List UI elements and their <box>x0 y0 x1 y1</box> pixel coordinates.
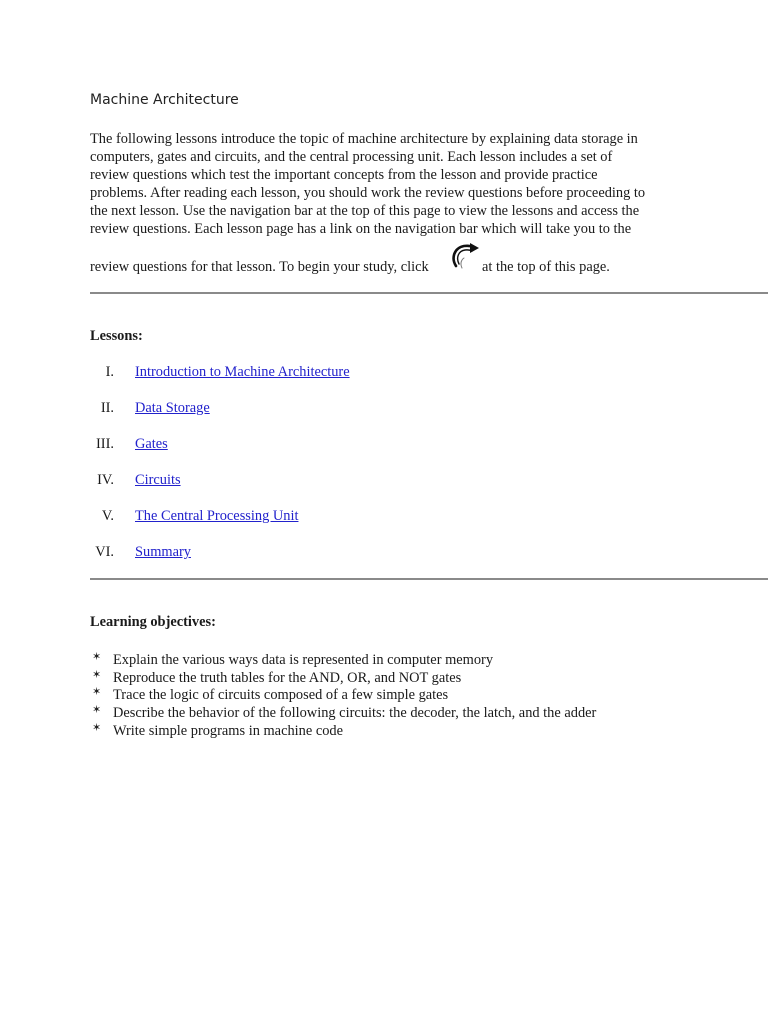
intro-line-5: the next lesson. Use the navigation bar at the top of this page to view the lessons and access the <box>90 203 640 219</box>
lesson-numeral: III. <box>96 436 114 452</box>
objective-text: Write simple programs in machine code <box>113 723 343 739</box>
intro-line-4: problems. After reading each lesson, you should work the review questions before proceeding to <box>90 185 646 201</box>
lesson-link-gates[interactable]: Gates <box>135 436 168 452</box>
lesson-link-summary[interactable]: Summary <box>135 544 191 560</box>
objective-text: Describe the behavior of the following circuits: the decoder, the latch, and the adder <box>113 705 597 721</box>
intro-line-3: review questions which test the important concepts from the lesson and provide practice <box>90 167 598 183</box>
objective-text: Trace the logic of circuits composed of a few simple gates <box>113 687 449 703</box>
lessons-heading: Lessons: <box>90 328 143 344</box>
objective-text: Reproduce the truth tables for the AND, OR, and NOT gates <box>113 670 462 686</box>
curved-forward-arrow-icon[interactable] <box>450 242 480 270</box>
star-bullet-icon: ✶ <box>92 686 102 698</box>
section-divider-2 <box>90 578 768 580</box>
star-bullet-icon: ✶ <box>92 669 102 681</box>
star-bullet-icon: ✶ <box>92 722 102 734</box>
lesson-link-introduction[interactable]: Introduction to Machine Architecture <box>135 364 350 380</box>
lesson-numeral: V. <box>101 508 114 524</box>
page-title: Machine Architecture <box>90 92 239 108</box>
intro-line-7-end: at the top of this page. <box>482 259 610 275</box>
lesson-numeral: IV. <box>97 472 114 488</box>
section-divider-1 <box>90 292 768 294</box>
intro-line-1: The following lessons introduce the topic of machine architecture by explaining data storage in <box>90 131 638 147</box>
lesson-link-circuits[interactable]: Circuits <box>135 472 181 488</box>
lesson-numeral: I. <box>105 364 114 380</box>
intro-line-6: review questions. Each lesson page has a link on the navigation bar which will take you to the <box>90 221 632 237</box>
star-bullet-icon: ✶ <box>92 651 102 663</box>
star-bullet-icon: ✶ <box>92 704 102 716</box>
lesson-numeral: VI. <box>95 544 114 560</box>
lesson-numeral: II. <box>100 400 114 416</box>
intro-line-7-start: review questions for that lesson. To begin your study, click <box>90 259 429 275</box>
lesson-link-cpu[interactable]: The Central Processing Unit <box>135 508 299 524</box>
objectives-heading: Learning objectives: <box>90 614 216 630</box>
objective-text: Explain the various ways data is represented in computer memory <box>113 652 494 668</box>
intro-line-2: computers, gates and circuits, and the central processing unit. Each lesson includes a set of <box>90 149 613 165</box>
lesson-link-data-storage[interactable]: Data Storage <box>135 400 210 416</box>
